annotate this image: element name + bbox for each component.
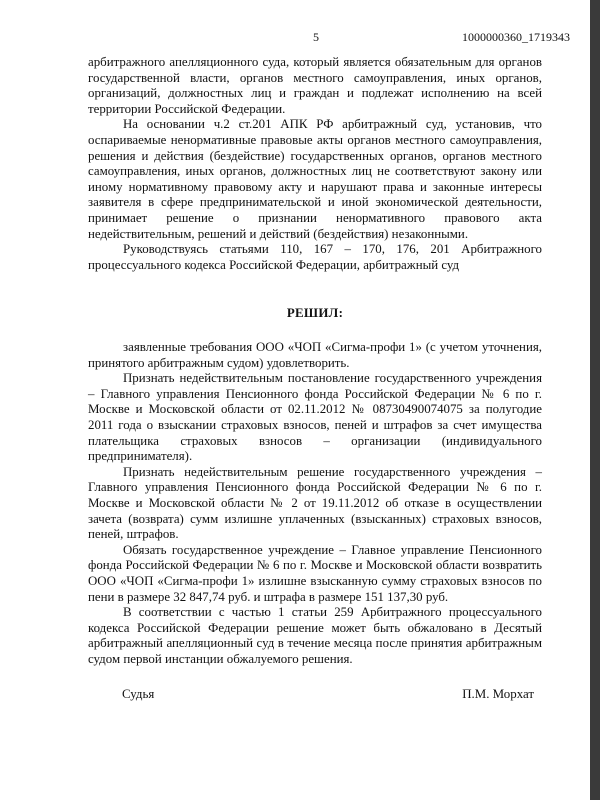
signature-role: Судья	[122, 687, 155, 701]
decision-paragraph-refund: Обязать государственное учреждение – Главное управление Пенсионного фонда Российской Федерации № 6 по г. Москве и Московской области возвратить ООО «ЧОП «Сигма-профи 1» излишне взысканную сумму страховых взносов по пени в размере 32 847,74 руб. и штрафа в размере 151 137,30 руб.	[88, 542, 542, 604]
viewer-frame-edge	[590, 0, 600, 800]
decision-title: РЕШИЛ:	[286, 306, 344, 320]
paragraph-legal-basis: На основании ч.2 ст.201 АПК РФ арбитражный суд, установив, что оспариваемые ненормативные правовые акты органов местного самоуправления, решения и действия (бездействие) государственных органов, органов местного самоуправления, иных органов, должностных лиц не соответствуют закону или иному нормативному правовому акту и нарушают права и законные интересы заявителя в сфере предпринимательской и иной экономической деятельности, принимает решение о признании ненормативного правового акта недействительным, решений и действий (бездействия) незаконными.	[88, 117, 542, 241]
decision-paragraph-appeal: В соответствии с частью 1 статьи 259 Арбитражного процессуального кодекса Российской Федерации решение может быть обжаловано в Десятый арбитражный апелляционный суд в течение месяца после принятия арбитражным судом первой инстанции обжалуемого решения.	[88, 605, 542, 666]
decision-paragraph-invalidate-decision: Признать недействительным решение государственного учреждения – Главного управления Пенсионного фонда Российской Федерации № 6 по г. Москве и Московской области № 2 от 19.11.2012 об отказе в осуществлении зачета (возврата) сумм излишне уплаченных (взысканных) страховых взносов, пеней, штрафов.	[88, 464, 542, 542]
signature-name: П.М. Морхат	[462, 687, 534, 701]
document-id: 1000000360_1719343	[462, 30, 570, 44]
decision-title-block	[88, 306, 542, 322]
intro-text-block	[88, 55, 542, 273]
decision-text-block	[88, 340, 542, 667]
paragraph-guided-by: Руководствуясь статьями 110, 167 – 170, 176, 201 Арбитражного процессуального кодекса Российской Федерации, арбитражный суд	[88, 242, 542, 272]
paragraph-continuation: арбитражного апелляционного суда, который является обязательным для органов государственной власти, органов местного самоуправления, иных органов, организаций, должностных лиц и граждан и подлежат исполнению на всей территории Российской Федерации.	[88, 55, 542, 116]
page-number: 5	[313, 30, 319, 44]
decision-paragraph-grant: заявленные требования ООО «ЧОП «Сигма-профи 1» (с учетом уточнения, принятого арбитражным судом) удовлетворить.	[88, 340, 542, 370]
decision-paragraph-invalidate-resolution: Признать недействительным постановление государственного учреждения – Главного управления Пенсионного фонда Российской Федерации № 6 по г. Москве и Московской области от 02.11.2012 № 08730490074075 за полугодие 2011 года о взыскании страховых взносов, пеней и штрафов за счет имущества плательщика страховых взносов – организации (индивидуального предпринимателя).	[88, 371, 542, 464]
